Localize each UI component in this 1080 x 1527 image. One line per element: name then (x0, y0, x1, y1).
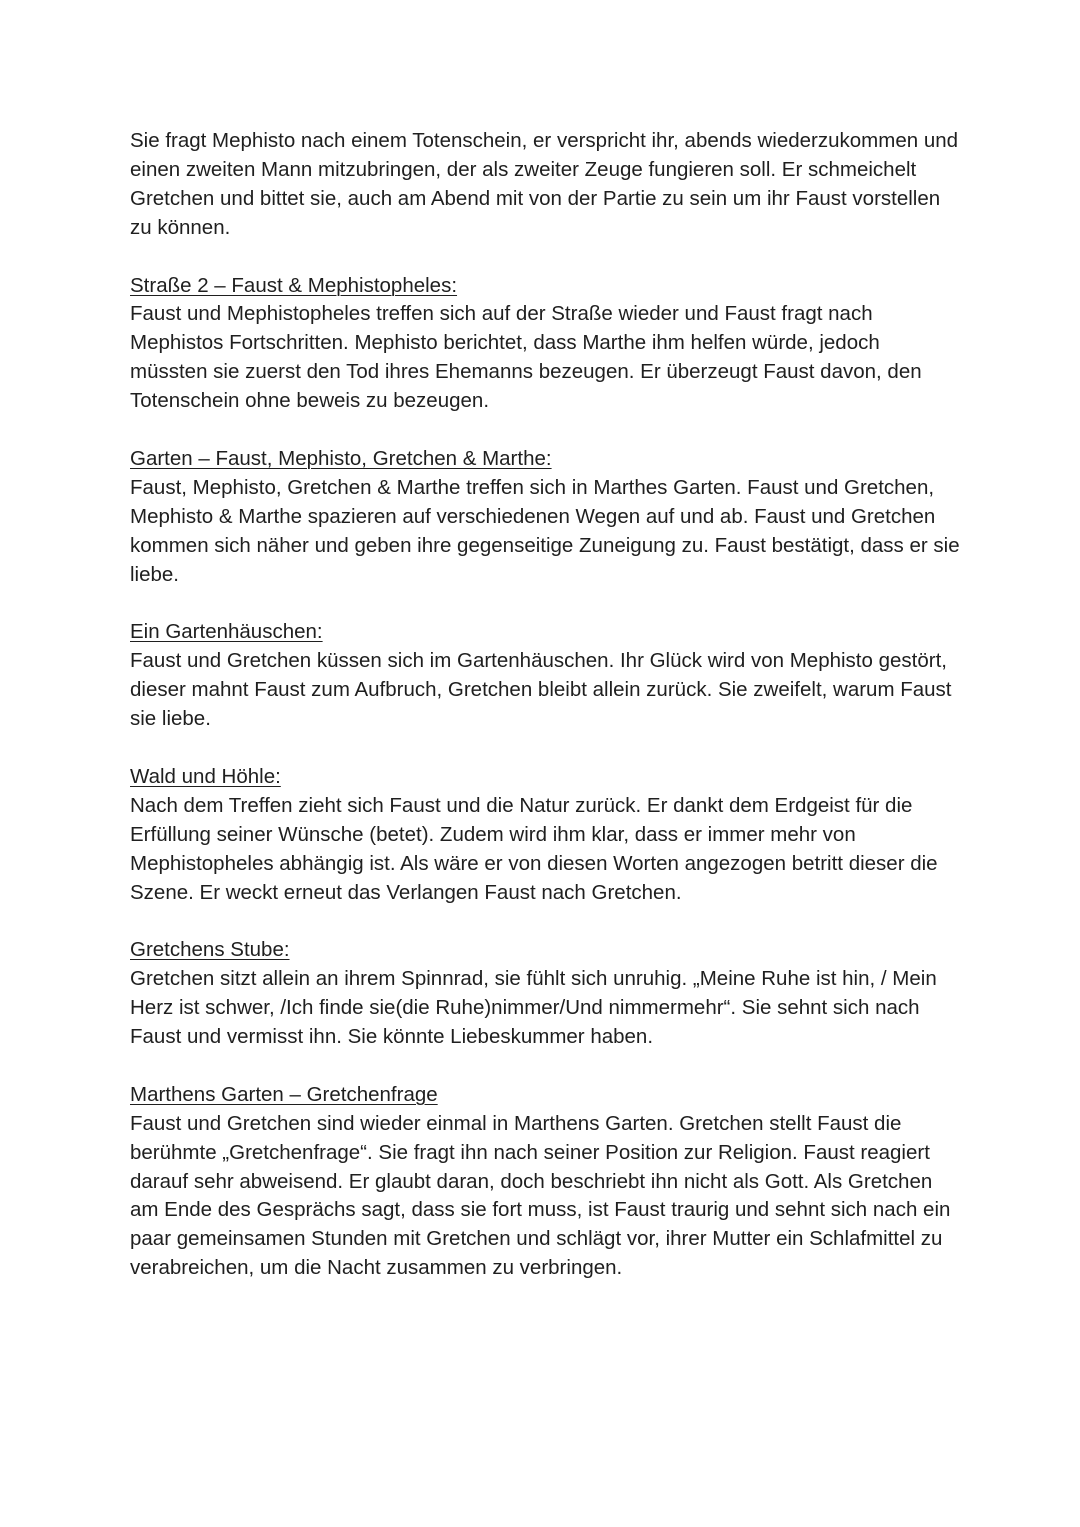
section-text: Faust und Mephistopheles treffen sich auf der Straße wieder und Faust fragt nach Mephistos Fortschritten. Mephisto berichtet, dass Marthe ihm helfen würde, jedoch müssten sie zuerst den Tod ihres Ehemanns bezeugen. Er überzeugt Faust davon, den Totenschein ohne beweis zu bezeugen. (130, 302, 922, 413)
section-garten (130, 445, 960, 590)
section-heading: Ein Gartenhäuschen: (130, 620, 323, 644)
section-gartenhaeuschen (130, 618, 960, 734)
section-wald-und-hoehle (130, 763, 960, 908)
section-text: Gretchen sitzt allein an ihrem Spinnrad, sie fühlt sich unruhig. „Meine Ruhe ist hin, / Mein Herz ist schwer, /Ich finde sie(die Ruhe)nimmer/Und nimmermehr“. Sie sehnt sich nach Faust und vermisst ihn. Sie könnte Liebeskummer haben. (130, 967, 937, 1049)
section-heading: Straße 2 – Faust & Mephistopheles: (130, 273, 458, 297)
section-text: Faust und Gretchen küssen sich im Gartenhäuschen. Ihr Glück wird von Mephisto gestört, dieser mahnt Faust zum Aufbruch, Gretchen bleibt allein zurück. Sie zweifelt, warum Faust sie liebe. (130, 649, 952, 731)
section-text: Nach dem Treffen zieht sich Faust und die Natur zurück. Er dankt dem Erdgeist für die Erfüllung seiner Wünsche (betet). Zudem wird ihm klar, dass er immer mehr von Mephistopheles abhängig ist. Als wäre er von diesen Worten angezogen betritt dieser die Szene. Er weckt erneut das Verlangen Faust nach Gretchen. (130, 793, 938, 904)
section-strasse-2 (130, 272, 960, 417)
intro-paragraph: Sie fragt Mephisto nach einem Totenschein, er verspricht ihr, abends wiederzukommen und einen zweiten Mann mitzubringen, der als zweiter Zeuge fungieren soll. Er schmeichelt Gretchen und bittet sie, auch am Abend mit von der Partie zu sein um ihr Faust vorstellen zu können. (130, 129, 959, 239)
section-heading: Marthens Garten – Gretchenfrage (130, 1082, 438, 1106)
section-heading: Wald und Höhle: (130, 764, 281, 788)
section-marthens-garten (130, 1081, 960, 1283)
section-text: Faust und Gretchen sind wieder einmal in Marthens Garten. Gretchen stellt Faust die berühmte „Gretchenfrage“. Sie fragt ihn nach seiner Position zur Religion. Faust reagiert darauf sehr abweisend. Er glaubt daran, doch beschriebt ihn nicht als Gott. Als Gretchen am Ende des Gesprächs sagt, dass sie fort muss, ist Faust traurig und sehnt sich nach ein paar gemeinsamen Stunden mit Gretchen und schlägt vor, ihrer Mutter ein Schlafmittel zu verabreichen, um die Nacht zusammen zu verbringen. (130, 1111, 951, 1280)
section-text: Faust, Mephisto, Gretchen & Marthe treffen sich in Marthes Garten. Faust und Gretchen, Mephisto & Marthe spazieren auf verschiedenen Wegen auf und ab. Faust und Gretchen kommen sich näher und geben ihre gegenseitige Zuneigung zu. Faust bestätigt, dass er sie liebe. (130, 475, 960, 586)
document-page (130, 127, 960, 1312)
section-heading: Garten – Faust, Mephisto, Gretchen & Marthe: (130, 446, 552, 470)
section-heading: Gretchens Stube: (130, 938, 290, 962)
section-gretchens-stube (130, 936, 960, 1052)
